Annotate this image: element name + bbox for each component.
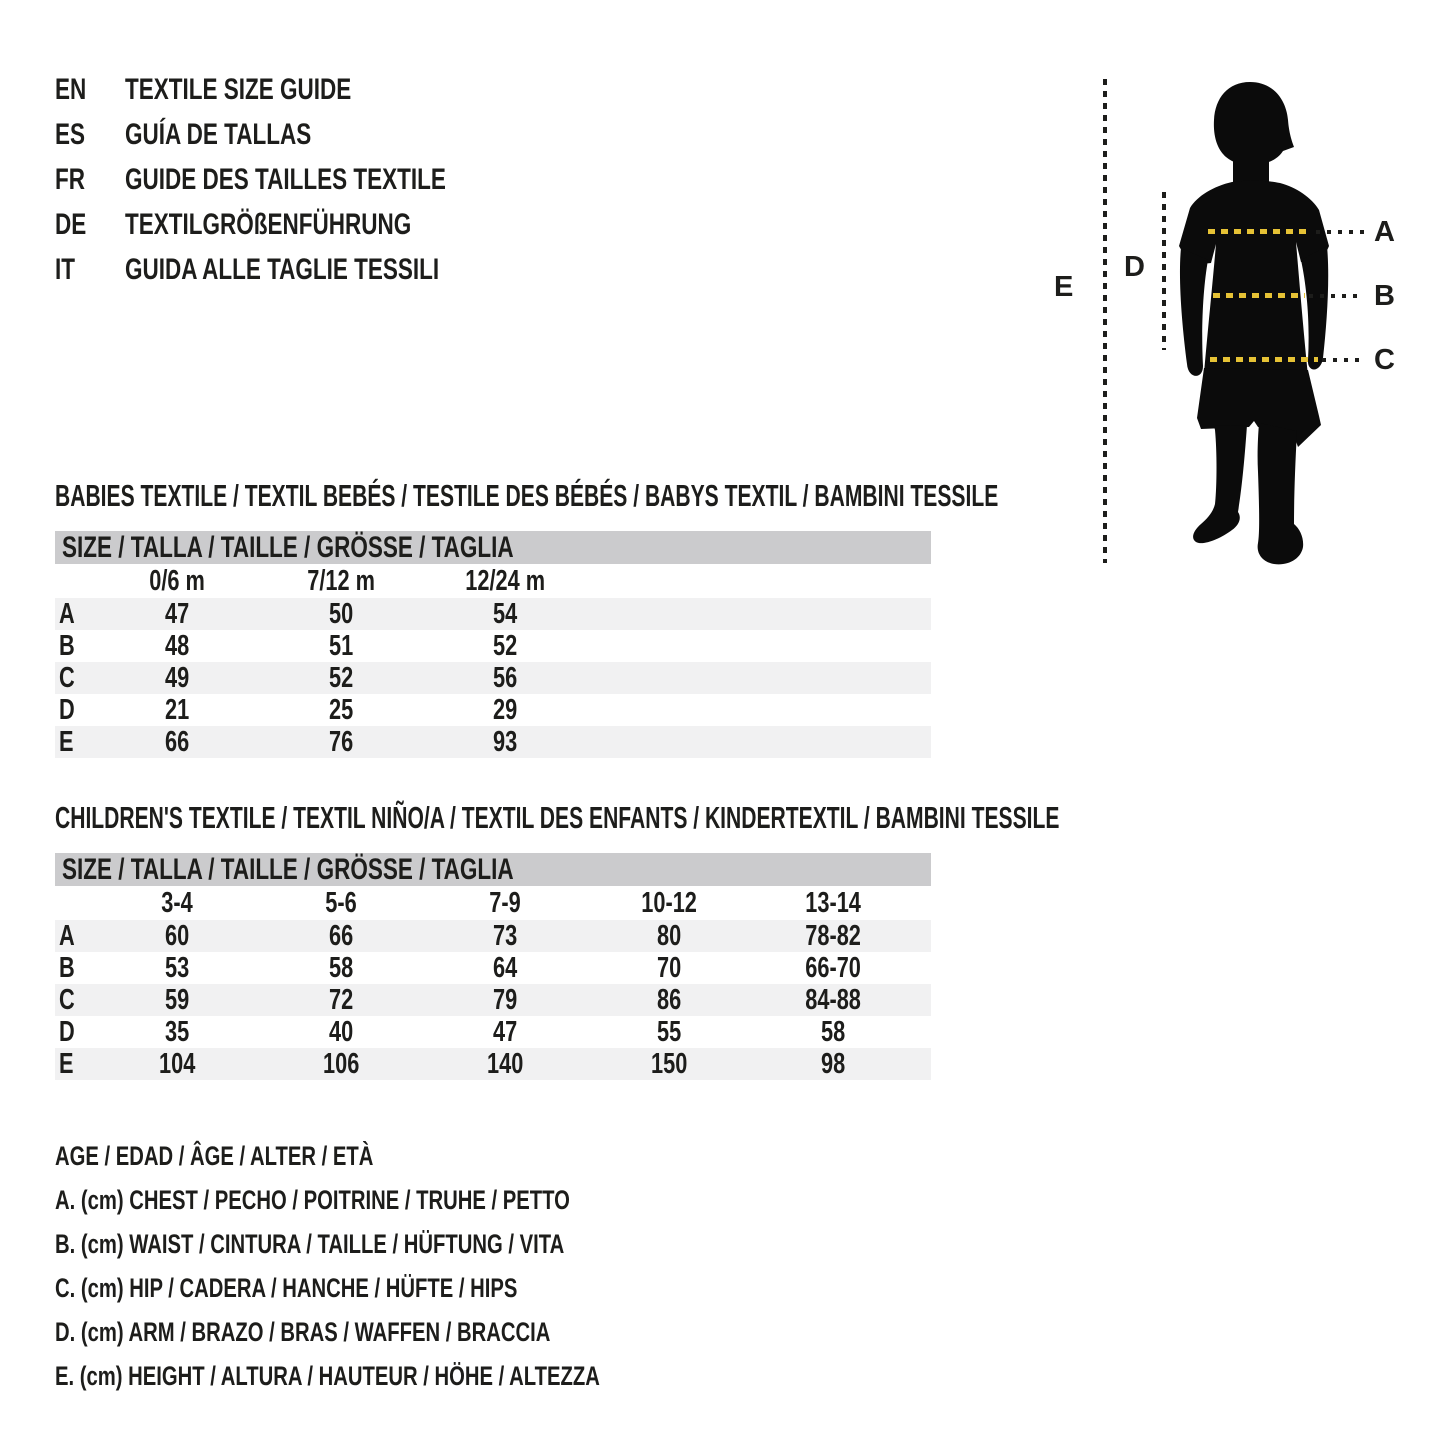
cell-value: 56 — [492, 661, 518, 694]
cell-value: 54 — [492, 597, 518, 630]
table-cell — [259, 630, 423, 663]
babies-col-header: 12/24 m — [465, 564, 545, 597]
table-row — [55, 630, 931, 662]
cell-value: 29 — [492, 693, 518, 726]
language-code: FR — [55, 163, 85, 196]
cell-value: 66 — [328, 919, 354, 952]
table-cell — [95, 1048, 259, 1081]
children-col-header: 10-12 — [641, 886, 697, 919]
table-cell — [423, 1048, 587, 1081]
cell-value: 66-70 — [805, 951, 861, 984]
row-label-cell — [55, 726, 95, 759]
table-cell — [423, 598, 587, 631]
cell-value: 86 — [656, 983, 682, 1016]
row-label-cell — [55, 630, 95, 663]
cell-value: 21 — [164, 693, 190, 726]
row-label-cell — [55, 662, 95, 695]
legend-arm-line: D. (cm) ARM / BRAZO / BRAS / WAFFEN / BRACCIA — [55, 1317, 551, 1347]
table-cell — [587, 887, 751, 920]
row-label: A — [59, 919, 75, 952]
row-label-cell — [55, 1048, 95, 1081]
table-cell — [423, 726, 587, 759]
measure-label-d: D — [1124, 251, 1145, 283]
cell-value: 93 — [492, 725, 518, 758]
table-cell — [95, 630, 259, 663]
cell-value: 58 — [820, 1015, 846, 1048]
language-code: ES — [55, 118, 86, 151]
legend-height-line: E. (cm) HEIGHT / ALTURA / HAUTEUR / HÖHE / ALTEZZA — [55, 1361, 600, 1391]
table-cell — [95, 694, 259, 727]
measure-label-c: C — [1374, 344, 1395, 376]
waist-measure-line-b — [1213, 293, 1305, 298]
cell-value: 53 — [164, 951, 190, 984]
table-cell — [259, 952, 423, 985]
language-title: TEXTILE SIZE GUIDE — [125, 73, 352, 106]
table-cell — [423, 565, 587, 598]
cell-value: 47 — [492, 1015, 518, 1048]
table-cell — [751, 1016, 915, 1049]
row-label-cell — [55, 952, 95, 985]
table-cell — [259, 598, 423, 631]
table-cell — [423, 887, 587, 920]
table-cell — [423, 662, 587, 695]
cell-value: 84-88 — [805, 983, 861, 1016]
table-cell — [423, 920, 587, 953]
table-row — [55, 598, 931, 630]
arm-measure-line-d — [1162, 192, 1166, 350]
cell-value: 50 — [328, 597, 354, 630]
cell-value: 104 — [158, 1047, 196, 1080]
table-cell — [95, 984, 259, 1017]
table-cell — [259, 1016, 423, 1049]
babies-section-title: BABIES TEXTILE / TEXTIL BEBÉS / TESTILE DES BÉBÉS / BABYS TEXTIL / BAMBINI TESSILE — [55, 478, 999, 513]
legend-age-line: AGE / EDAD / ÂGE / ALTER / ETÀ — [55, 1141, 374, 1171]
table-row — [55, 952, 931, 984]
table-cell — [587, 952, 751, 985]
babies-col-header: 0/6 m — [149, 564, 205, 597]
table-cell — [751, 920, 915, 953]
children-col-header: 3-4 — [161, 886, 193, 919]
table-cell — [259, 1048, 423, 1081]
row-label: A — [59, 597, 75, 630]
row-label: B — [59, 951, 75, 984]
row-label: B — [59, 629, 75, 662]
chest-callout-dots-a — [1316, 230, 1364, 234]
row-label-cell — [55, 1016, 95, 1049]
cell-value: 52 — [492, 629, 518, 662]
table-cell — [259, 984, 423, 1017]
table-row — [55, 1048, 931, 1080]
cell-value: 78-82 — [805, 919, 861, 952]
language-title: GUIDE DES TAILLES TEXTILE — [125, 163, 446, 196]
babies-size-table — [55, 531, 931, 758]
language-title: GUÍA DE TALLAS — [125, 118, 312, 151]
row-label: D — [59, 693, 75, 726]
table-cell — [423, 694, 587, 727]
cell-value: 73 — [492, 919, 518, 952]
table-cell — [95, 598, 259, 631]
cell-value: 25 — [328, 693, 354, 726]
children-section-title: CHILDREN'S TEXTILE / TEXTIL NIÑO/A / TEXTIL DES ENFANTS / KINDERTEXTIL / BAMBINI TESSILE — [55, 800, 1060, 835]
table-cell — [95, 662, 259, 695]
cell-value: 52 — [328, 661, 354, 694]
cell-value: 72 — [328, 983, 354, 1016]
table-cell — [587, 920, 751, 953]
table-cell — [95, 887, 259, 920]
table-cell — [751, 1048, 915, 1081]
table-cell — [259, 565, 423, 598]
measure-label-a: A — [1374, 216, 1395, 248]
table-cell — [259, 726, 423, 759]
children-col-header: 5-6 — [325, 886, 357, 919]
row-label: D — [59, 1015, 75, 1048]
table-cell — [587, 984, 751, 1017]
children-size-table — [55, 853, 931, 1080]
table-row — [55, 1016, 931, 1048]
row-label-cell — [55, 984, 95, 1017]
cell-value: 80 — [656, 919, 682, 952]
cell-value: 49 — [164, 661, 190, 694]
cell-value: 51 — [328, 629, 354, 662]
children-col-header: 7-9 — [489, 886, 521, 919]
table-row — [55, 726, 931, 758]
cell-value: 98 — [820, 1047, 846, 1080]
cell-value: 79 — [492, 983, 518, 1016]
cell-value: 58 — [328, 951, 354, 984]
table-row — [55, 920, 931, 952]
children-size-header-bar — [55, 853, 931, 886]
cell-value: 150 — [650, 1047, 688, 1080]
cell-value: 140 — [486, 1047, 524, 1080]
babies-size-header-bar — [55, 531, 931, 564]
babies-col-header: 7/12 m — [307, 564, 375, 597]
language-code: IT — [55, 253, 76, 286]
table-cell — [423, 630, 587, 663]
cell-value: 60 — [164, 919, 190, 952]
language-title: GUIDA ALLE TAGLIE TESSILI — [125, 253, 440, 286]
row-label-cell — [55, 694, 95, 727]
row-label-cell — [55, 920, 95, 953]
table-cell — [95, 726, 259, 759]
silhouette-left-arm — [1180, 248, 1208, 376]
cell-value: 106 — [322, 1047, 360, 1080]
legend-hip-line: C. (cm) HIP / CADERA / HANCHE / HÜFTE / HIPS — [55, 1273, 518, 1303]
children-column-header-row — [55, 886, 931, 920]
cell-value: 48 — [164, 629, 190, 662]
table-row — [55, 694, 931, 726]
table-cell — [95, 920, 259, 953]
cell-value: 70 — [656, 951, 682, 984]
children-col-header: 13-14 — [805, 886, 861, 919]
cell-value: 76 — [328, 725, 354, 758]
table-cell — [587, 1016, 751, 1049]
table-row — [55, 984, 931, 1016]
legend-waist-line: B. (cm) WAIST / CINTURA / TAILLE / HÜFTUNG / VITA — [55, 1229, 565, 1259]
hip-callout-dots-c — [1322, 358, 1364, 362]
table-cell — [259, 662, 423, 695]
table-cell — [95, 565, 259, 598]
cell-value: 47 — [164, 597, 190, 630]
cell-value: 64 — [492, 951, 518, 984]
chest-measure-line-a — [1208, 229, 1312, 234]
measure-label-e: E — [1054, 271, 1074, 303]
row-label: C — [59, 661, 75, 694]
row-label-cell — [55, 598, 95, 631]
table-cell — [423, 952, 587, 985]
row-label: E — [59, 725, 74, 758]
cell-value: 35 — [164, 1015, 190, 1048]
row-label: C — [59, 983, 75, 1016]
table-cell — [95, 1016, 259, 1049]
measure-label-b: B — [1374, 280, 1395, 312]
hip-measure-line-c — [1210, 357, 1318, 362]
row-label: E — [59, 1047, 74, 1080]
table-cell — [423, 984, 587, 1017]
cell-value: 55 — [656, 1015, 682, 1048]
language-code: EN — [55, 73, 87, 106]
table-cell — [587, 1048, 751, 1081]
waist-callout-dots-b — [1309, 294, 1364, 298]
table-cell — [259, 887, 423, 920]
cell-value: 40 — [328, 1015, 354, 1048]
table-cell — [751, 887, 915, 920]
babies-column-header-row — [55, 564, 931, 598]
table-cell — [259, 920, 423, 953]
table-cell — [95, 952, 259, 985]
legend-chest-line: A. (cm) CHEST / PECHO / POITRINE / TRUHE / PETTO — [55, 1185, 570, 1215]
table-row — [55, 662, 931, 694]
table-cell — [259, 694, 423, 727]
language-code: DE — [55, 208, 87, 241]
table-cell — [751, 984, 915, 1017]
language-title: TEXTILGRÖßENFÜHRUNG — [125, 208, 412, 241]
silhouette-head — [1214, 82, 1294, 165]
cell-value: 66 — [164, 725, 190, 758]
size-header-label: SIZE / TALLA / TAILLE / GRÖSSE / TAGLIA — [62, 853, 514, 886]
table-cell — [423, 1016, 587, 1049]
size-header-label: SIZE / TALLA / TAILLE / GRÖSSE / TAGLIA — [62, 531, 514, 564]
table-cell — [751, 952, 915, 985]
cell-value: 59 — [164, 983, 190, 1016]
